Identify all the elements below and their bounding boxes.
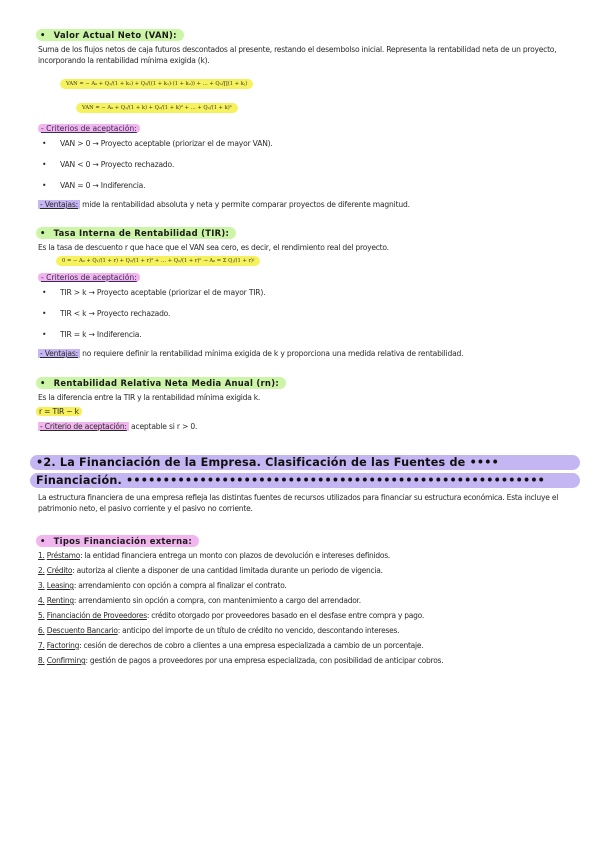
van-description: Suma de los flujos netos de caja futuros descontados al presente, restando el desembolso inicial. Representa la rentabilidad neta de un proyecto, incorporando la rentabilidad mínima exigida (k). [38, 45, 557, 65]
tir-criterion-2: • TIR < k → Proyecto rechazado. [42, 309, 171, 318]
section-2-title-line-1: •2. La Financiación de la Empresa. Clasificación de las Fuentes de •••• [30, 455, 580, 470]
tir-formula: 0 = − A₀ + Q₁/(1 + r) + Q₂/(1 + r)² + … + Qₙ/(1 + r)ⁿ → A₀ = Σ Qⱼ/(1 + r)ʲ [56, 256, 260, 266]
financing-type-2: 2. Crédito: autoriza al cliente a disponer de una cantidad limitada durante un periodo de vigencia. [38, 566, 383, 575]
tir-advantages: - Ventajas: no requiere definir la rentabilidad mínima exigida de k y proporciona una medida relativa de rentabilidad. [40, 349, 464, 358]
van-criterion-3: • VAN = 0 → Indiferencia. [42, 181, 146, 190]
rn-heading: • Rentabilidad Relativa Neta Media Anual (rn): [36, 377, 286, 389]
van-formula-2: VAN = − A₀ + Q₁/(1 + k) + Q₂/(1 + k)² + … + Qₙ/(1 + k)ⁿ [76, 103, 238, 113]
van-criterion-1: • VAN > 0 → Proyecto aceptable (priorizar el de mayor VAN). [42, 139, 273, 148]
bullet-icon: • [40, 536, 46, 546]
bullet-icon: • [40, 378, 46, 388]
van-advantages: - Ventajas: mide la rentabilidad absoluta y neta y permite comparar proyectos de diferente magnitud. [40, 200, 410, 209]
financing-type-4: 4. Renting: arrendamiento sin opción a compra, con mantenimiento a cargo del arrendador. [38, 596, 361, 605]
rn-description: Es la diferencia entre la TIR y la rentabilidad mínima exigida k. [38, 393, 261, 402]
tir-description: Es la tasa de descuento r que hace que el VAN sea cero, es decir, el rendimiento real del proyecto. [38, 243, 389, 252]
section-2-intro: La estructura financiera de una empresa refleja las distintas fuentes de recursos utilizados para financiar su estructura económica. Esta incluye el patrimonio neto, el pasivo corriente y el pasivo no corriente. [38, 493, 559, 513]
tir-criterion-3: • TIR = k → Indiferencia. [42, 330, 142, 339]
financing-type-8: 8. Confirming: gestión de pagos a proveedores por una empresa especializada, con posibilidad de anticipar cobros. [38, 656, 444, 665]
rn-criteria: - Criterio de aceptación: aceptable si r > 0. [40, 422, 198, 431]
bullet-icon: • [40, 228, 46, 238]
bullet-icon: • [40, 30, 46, 40]
van-criterion-2: • VAN < 0 → Proyecto rechazado. [42, 160, 175, 169]
tir-criterion-1: • TIR > k → Proyecto aceptable (priorizar el de mayor TIR). [42, 288, 266, 297]
van-criteria-label: - Criterios de aceptación: [38, 124, 140, 133]
van-heading: • Valor Actual Neto (VAN): [36, 29, 184, 41]
financing-type-7: 7. Factoring: cesión de derechos de cobro a clientes a una empresa especializada a cambio de un porcentaje. [38, 641, 424, 650]
types-heading: • Tipos Financiación externa: [36, 535, 199, 547]
financing-type-6: 6. Descuento Bancario: anticipo del importe de un título de crédito no vencido, descontando intereses. [38, 626, 400, 635]
van-formula-1: VAN = − A₀ + Q₁/(1 + k₁) + Q₂/((1 + k₁)·(1 + k₂)) + … + Qₙ/∏(1 + kⱼ) [60, 79, 253, 89]
tir-criteria-label: - Criterios de aceptación: [38, 273, 140, 282]
financing-type-1: 1. Préstamo: la entidad financiera entrega un monto con plazos de devolución e intereses definidos. [38, 551, 391, 560]
tir-heading: • Tasa Interna de Rentabilidad (TIR): [36, 227, 236, 239]
financing-type-5: 5. Financiación de Proveedores: crédito otorgado por proveedores basado en el desfase entre compra y pago. [38, 611, 424, 620]
rn-formula: r = TIR − k [36, 407, 82, 416]
financing-type-3: 3. Leasing: arrendamiento con opción a compra al finalizar el contrato. [38, 581, 287, 590]
section-2-title-line-2: Financiación. ••••••••••••••••••••••••••••••••••••••••••••••••••••••••• [30, 473, 580, 488]
